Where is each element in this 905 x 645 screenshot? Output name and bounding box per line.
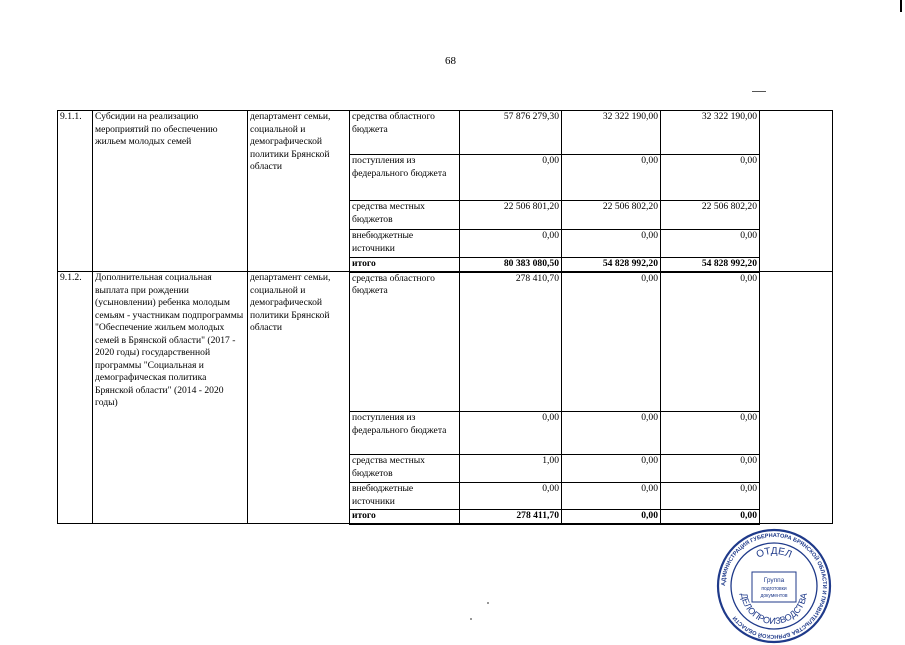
stamp-top-text: ОТДЕЛ	[754, 545, 794, 561]
source-label: итого	[350, 510, 460, 524]
amount-year-3: 0,00	[661, 483, 760, 510]
amount-year-1: 0,00	[460, 483, 562, 510]
table-row	[58, 272, 833, 412]
amount-year-1: 57 876 279,30	[460, 111, 562, 155]
row-number: 9.1.2.	[58, 272, 93, 524]
amount-year-1: 0,00	[460, 412, 562, 455]
scan-speck	[470, 618, 472, 620]
page-number: 68	[445, 55, 456, 67]
budget-table	[57, 110, 833, 525]
source-label: средства областного бюджета	[350, 111, 460, 155]
amount-year-2: 0,00	[562, 412, 661, 455]
stamp-graphic	[718, 530, 830, 642]
amount-year-3: 0,00	[661, 155, 760, 201]
amount-year-1: 0,00	[460, 155, 562, 201]
executor: департамент семьи, социальной и демографической политики Брянской области	[248, 111, 350, 272]
amount-year-1: 0,00	[460, 230, 562, 258]
measure-name: Субсидии на реализацию мероприятий по обеспечению жильем молодых семей	[93, 111, 248, 272]
row-number: 9.1.1.	[58, 111, 93, 272]
amount-year-2: 0,00	[562, 510, 661, 524]
amount-year-3: 54 828 992,20	[661, 258, 760, 272]
scan-edge-mark	[900, 0, 902, 12]
amount-year-2: 54 828 992,20	[562, 258, 661, 272]
amount-year-1: 278 410,70	[460, 272, 562, 412]
amount-year-2: 0,00	[562, 483, 661, 510]
amount-year-2: 32 322 190,00	[562, 111, 661, 155]
notes-cell	[760, 111, 833, 272]
office-stamp	[715, 527, 833, 645]
amount-year-3: 0,00	[661, 230, 760, 258]
notes-cell	[760, 272, 833, 524]
amount-year-3: 0,00	[661, 455, 760, 483]
table-row	[58, 111, 833, 155]
source-label: внебюджетные источники	[350, 230, 460, 258]
scan-dash-mark	[752, 91, 766, 92]
amount-year-2: 0,00	[562, 272, 661, 412]
amount-year-1: 1,00	[460, 455, 562, 483]
stamp-line-2: подготовки	[761, 586, 787, 592]
amount-year-2: 0,00	[562, 155, 661, 201]
source-label: средства областного бюджета	[350, 272, 460, 412]
measure-name: Дополнительная социальная выплата при рождении (усыновлении) ребенка молодым семьям - участникам подпрограммы "Обеспечение жильем молодых семей в Брянской области" (2017 - 2020 годы) государственной программы "Социальная и демографическая политика Брянской области" (2014 - 2020 годы)	[93, 272, 248, 524]
amount-year-2: 0,00	[562, 230, 661, 258]
stamp-line-1: Группа	[763, 577, 785, 584]
source-label: внебюджетные источники	[350, 483, 460, 510]
amount-year-3: 22 506 802,20	[661, 201, 760, 230]
stamp-bottom-text: ДЕЛОПРОИЗВОДСТВА	[738, 592, 810, 627]
stamp-line-3: документов	[760, 593, 788, 599]
source-label: средства местных бюджетов	[350, 201, 460, 230]
source-label: поступления из федерального бюджета	[350, 412, 460, 455]
amount-year-1: 278 411,70	[460, 510, 562, 524]
amount-year-3: 32 322 190,00	[661, 111, 760, 155]
stamp-outer-text: АДМИНИСТРАЦИЯ ГУБЕРНАТОРА БРЯНСКОЙ ОБЛАСТИ И ПРАВИТЕЛЬСТВА БРЯНСКОЙ ОБЛАСТИ	[720, 532, 828, 640]
source-label: поступления из федерального бюджета	[350, 155, 460, 201]
amount-year-2: 0,00	[562, 455, 661, 483]
amount-year-1: 80 383 080,50	[460, 258, 562, 272]
source-label: итого	[350, 258, 460, 272]
amount-year-3: 0,00	[661, 510, 760, 524]
amount-year-2: 22 506 802,20	[562, 201, 661, 230]
amount-year-3: 0,00	[661, 272, 760, 412]
amount-year-1: 22 506 801,20	[460, 201, 562, 230]
scan-speck	[487, 602, 489, 604]
executor: департамент семьи, социальной и демографической политики Брянской области	[248, 272, 350, 524]
source-label: средства местных бюджетов	[350, 455, 460, 483]
amount-year-3: 0,00	[661, 412, 760, 455]
